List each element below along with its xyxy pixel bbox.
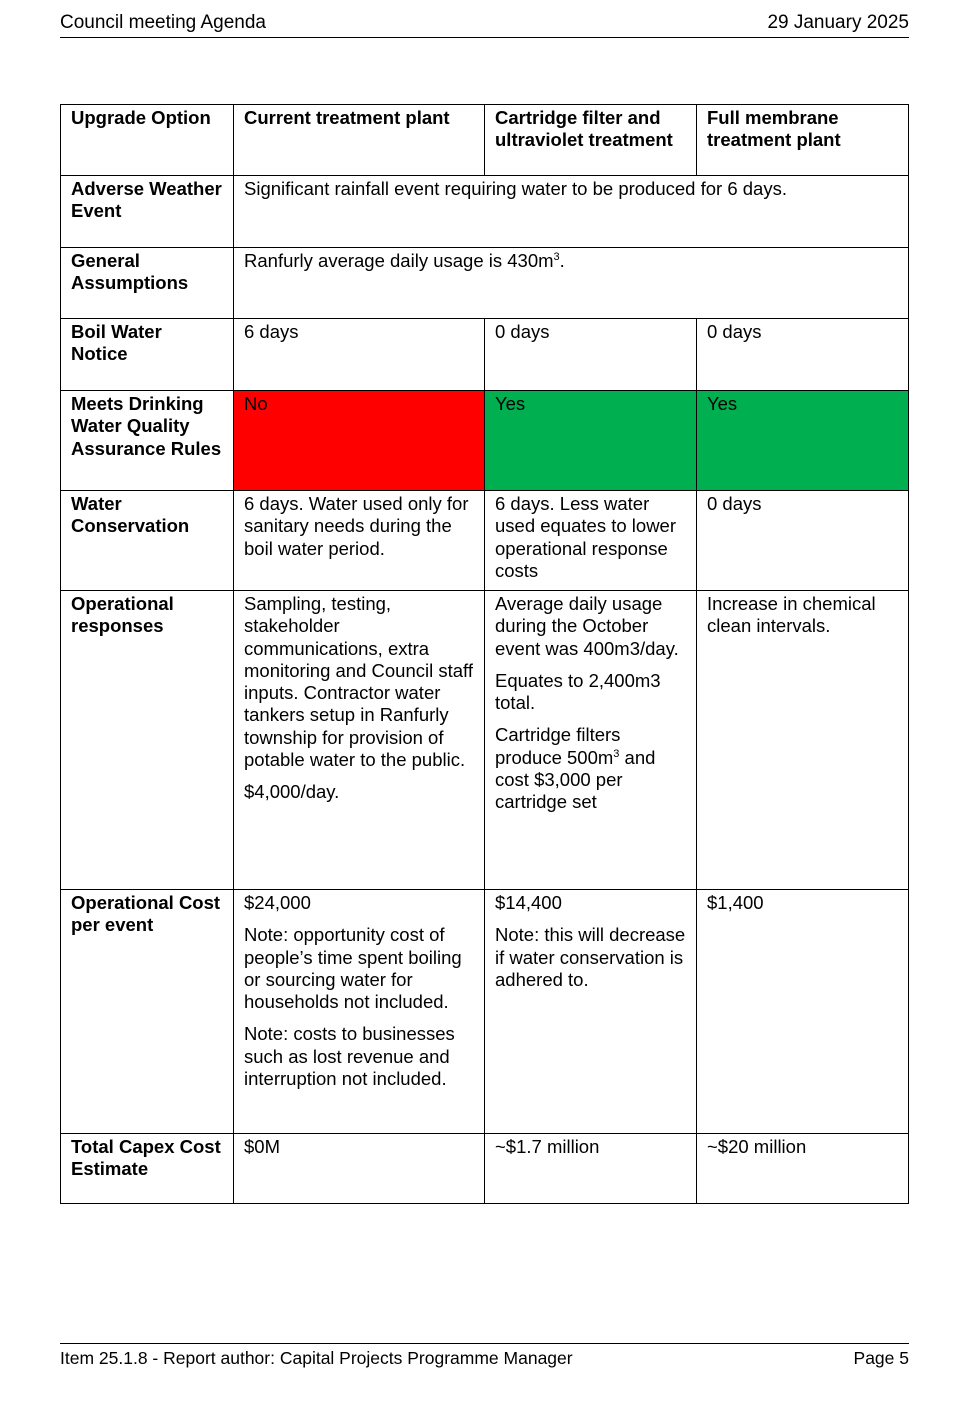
table-row [61,491,909,591]
table-row [61,890,909,1134]
row-label: General Assumptions [61,248,234,319]
column-header: Full membrane treatment plant [697,105,909,176]
table-cell: 6 days. Less water used equates to lower operational response costs [485,491,697,591]
row-label: Total Capex Cost Estimate [61,1134,234,1204]
row-label: Water Conservation [61,491,234,591]
table-cell [485,591,697,890]
page-footer [60,1343,909,1372]
column-header: Cartridge filter and ultraviolet treatment [485,105,697,176]
table-row [61,391,909,491]
row-label: Adverse Weather Event [61,176,234,248]
cell-paragraph: $14,400 [495,892,562,913]
table-cell: Increase in chemical clean intervals. [697,591,909,890]
cell-paragraph: Average daily usage during the October event was 400m3/day. [495,593,679,659]
superscript: 3 [553,250,560,263]
upgrade-options-table [60,104,909,1204]
row-label: Operational Cost per event [61,890,234,1134]
table-cell [234,591,485,890]
table-row [61,248,909,319]
row-label: Boil Water Notice [61,319,234,391]
table-row [61,176,909,248]
table-cell: 6 days [234,319,485,391]
status-cell-no: No [234,391,485,491]
table-row [61,1134,909,1204]
status-cell-yes: Yes [697,391,909,491]
table-row [61,591,909,890]
table-cell: 0 days [697,491,909,591]
table-cell: $0M [234,1134,485,1204]
table-cell: $1,400 [697,890,909,1134]
table-row [61,319,909,391]
cell-paragraph: Equates to 2,400m3 total. [495,669,661,714]
superscript: 3 [613,747,620,760]
table-cell: ~$20 million [697,1134,909,1204]
table-cell: 6 days. Water used only for sanitary needs during the boil water period. [234,491,485,591]
table-cell: Significant rainfall event requiring water to be produced for 6 days. [234,176,909,248]
cell-text: Cartridge filters produce 500m [495,724,621,768]
column-header: Upgrade Option [61,105,234,176]
header-title: Council meeting Agenda [60,12,266,33]
cell-paragraph: Note: opportunity cost of people’s time spent boiling or sourcing water for households not included. [244,924,462,1013]
column-header: Current treatment plant [234,105,485,176]
table-cell [234,248,909,319]
page-number: Page 5 [853,1348,909,1368]
cell-text: Ranfurly average daily usage is 430m [244,250,554,271]
table-header-row [61,105,909,176]
row-label: Operational responses [61,591,234,890]
table-cell: 0 days [485,319,697,391]
cell-paragraph [495,724,686,813]
cell-paragraph: Note: costs to businesses such as lost revenue and interruption not included. [244,1023,455,1090]
cell-paragraph: Sampling, testing, stakeholder communications, extra monitoring and Council staff inputs. Contractor water tankers setup in Ranfurly township for provision of potable water to the public. [244,593,473,771]
header-date: 29 January 2025 [767,12,909,33]
cell-text: and cost $3,000 per cartridge set [495,746,656,813]
status-cell-yes: Yes [485,391,697,491]
footer-item: Item 25.1.8 - Report author: Capital Projects Programme Manager [60,1348,573,1368]
table-cell: ~$1.7 million [485,1134,697,1204]
page-header [60,12,909,38]
cell-paragraph: $4,000/day. [244,781,340,803]
cell-paragraph: Note: this will decrease if water conservation is adhered to. [495,924,686,990]
cell-text: . [559,250,565,271]
row-label: Meets Drinking Water Quality Assurance Rules [61,391,234,491]
table-cell [485,890,697,1134]
table-cell [234,890,485,1134]
table-cell: 0 days [697,319,909,391]
cell-paragraph: $24,000 [244,892,311,913]
